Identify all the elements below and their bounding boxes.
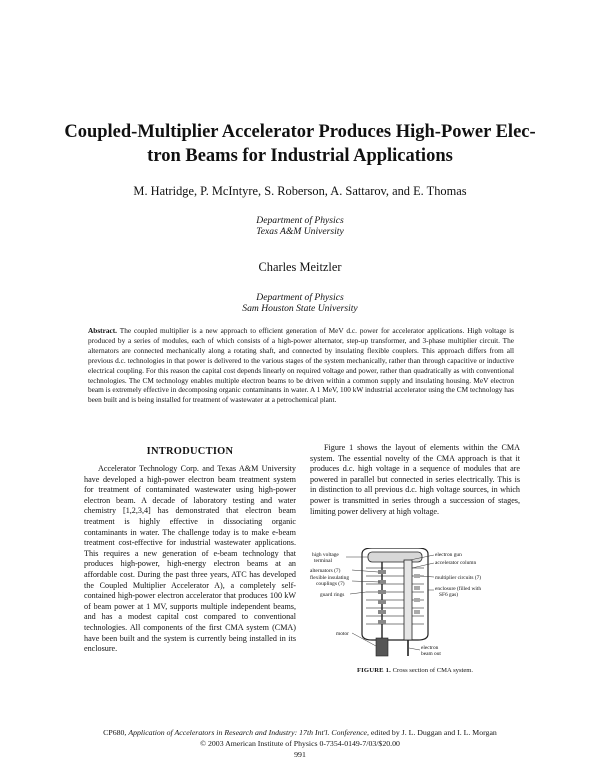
affiliation-2-univ: Sam Houston State University — [242, 303, 358, 314]
affiliation-2-dept: Department of Physics — [256, 292, 344, 303]
left-column-body: Accelerator Technology Corp. and Texas A&M University have developed a high-power electron beam treatment system for treatment of contaminated wastewater using high-power electron beam. A decade of laboratory testing and water chemistry [1,2,3,4] has demonstrated that electron beam treatment is highly effective in dissociating organic contaminants in water. The challenge today is to make e-beam treatment cost-effective for industrial wastewater applications. This requires a new generation of e-beam technology that produces high-power, high-energy electron beams at an affordable cost. During the past three years, ATC has developed the Coupled Multiplier Accelerator A), a completely self-contained high-power electron accelerator that produces 100 kW of beam power at 1 MV, supports multiple independent beams, and has a modest capital cost compared to conventional technologies. All components of the first CMA system (CMA) have been built and the system is currently being installed in its enclosure. — [84, 464, 296, 654]
label-motor: motor — [336, 631, 349, 637]
label-electron-gun: electron gun — [435, 552, 462, 558]
label-electron: electron — [421, 645, 439, 651]
motor — [376, 638, 388, 656]
affiliation-1 — [0, 215, 600, 237]
authors: M. Hatridge, P. McIntyre, S. Roberson, A. Sattarov, and E. Thomas — [133, 184, 467, 198]
section-heading: INTRODUCTION — [146, 446, 234, 457]
label-alternators: alternators (7) — [310, 568, 341, 574]
label-accelerator-column: accelerator column — [435, 560, 477, 566]
left-column-text — [84, 464, 296, 655]
label-guard-rings: guard rings — [320, 592, 345, 598]
label-enclosure-1: enclosure (filled with — [435, 586, 482, 592]
right-column-text — [310, 443, 520, 517]
footer-citation — [0, 728, 600, 739]
figure-1 — [310, 548, 520, 658]
high-voltage-terminal — [368, 552, 422, 562]
paper-title — [0, 120, 600, 168]
abstract — [88, 326, 514, 405]
page-number: 991 — [294, 750, 306, 759]
footer-conference: Application of Accelerators in Research and Industry: 17th Int'l. Conference, — [128, 728, 369, 737]
figure-caption-text: Cross section of CMA system. — [392, 667, 474, 674]
title-line-1: Coupled-Multiplier Accelerator Produces High-Power Elec- — [64, 122, 536, 142]
affiliation-2 — [0, 292, 600, 314]
abstract-label: Abstract. — [88, 326, 117, 335]
abstract-text: The coupled multiplier is a new approach to efficient generation of MeV d.c. power for accelerator applications. High voltage is produced by a series of modules, each of which consists of a high-power alternator, step-up transformer, and 3-phase multiplier circuit. The alternators are connected mechanically along a rotating shaft, and connected by insulating flexible couplers. This approach differs from all previous d.c. technologies in that power is delivered to the various stages of the system mechanically, rather than through capacitive or inductive electrical coupling. For this reason the capital cost depends linearly on required voltage and power, rather than quadratically as with conventional technologies. The CM technology enables multiple electron beams to be driven within a common supply and insulating housing. MeV electron beam is extremely effective in decomposing organic contaminants in water. A 1 MeV, 100 kW industrial accelerator using the CM technology has been built and is being installed for treatment of wastewater at a petrochemical plant. — [88, 326, 514, 405]
label-terminal: terminal — [314, 558, 332, 564]
label-high-voltage: high voltage — [312, 552, 339, 558]
affiliation-1-univ: Texas A&M University — [256, 226, 344, 237]
figure-caption — [310, 667, 520, 674]
footer-prefix: CP680, — [103, 728, 127, 737]
label-flexible-2: couplings (7) — [316, 581, 345, 587]
author-2: Charles Meitzler — [258, 260, 342, 274]
footer-editors: edited by J. L. Duggan and I. L. Morgan — [370, 728, 497, 737]
affiliation-1-dept: Department of Physics — [256, 215, 344, 226]
footer-copyright: © 2003 American Institute of Physics 0-7354-0149-7/03/$20.00 — [200, 739, 400, 748]
accelerator-column — [404, 560, 412, 640]
figure-caption-label: FIGURE 1. — [356, 667, 391, 674]
right-column-body: Figure 1 shows the layout of elements within the CMA system. The essential novelty of the CMA approach is that it produces d.c. high voltage in a sequence of modules that are powered in parallel but connected in series electrically. This is in distinction to all previous d.c. high voltage sources, in which power is transmitted in series through a succession of stages, limiting power delivery at high voltage. — [310, 443, 520, 516]
label-beam-out: beam out — [421, 651, 441, 657]
label-flexible-1: flexible insulating — [310, 575, 350, 581]
title-line-2: tron Beams for Industrial Applications — [147, 146, 453, 166]
label-multiplier-circuits: multiplier circuits (7) — [435, 575, 482, 581]
cma-cross-section-diagram — [310, 548, 520, 658]
label-enclosure-2: SF6 gas) — [439, 592, 459, 598]
